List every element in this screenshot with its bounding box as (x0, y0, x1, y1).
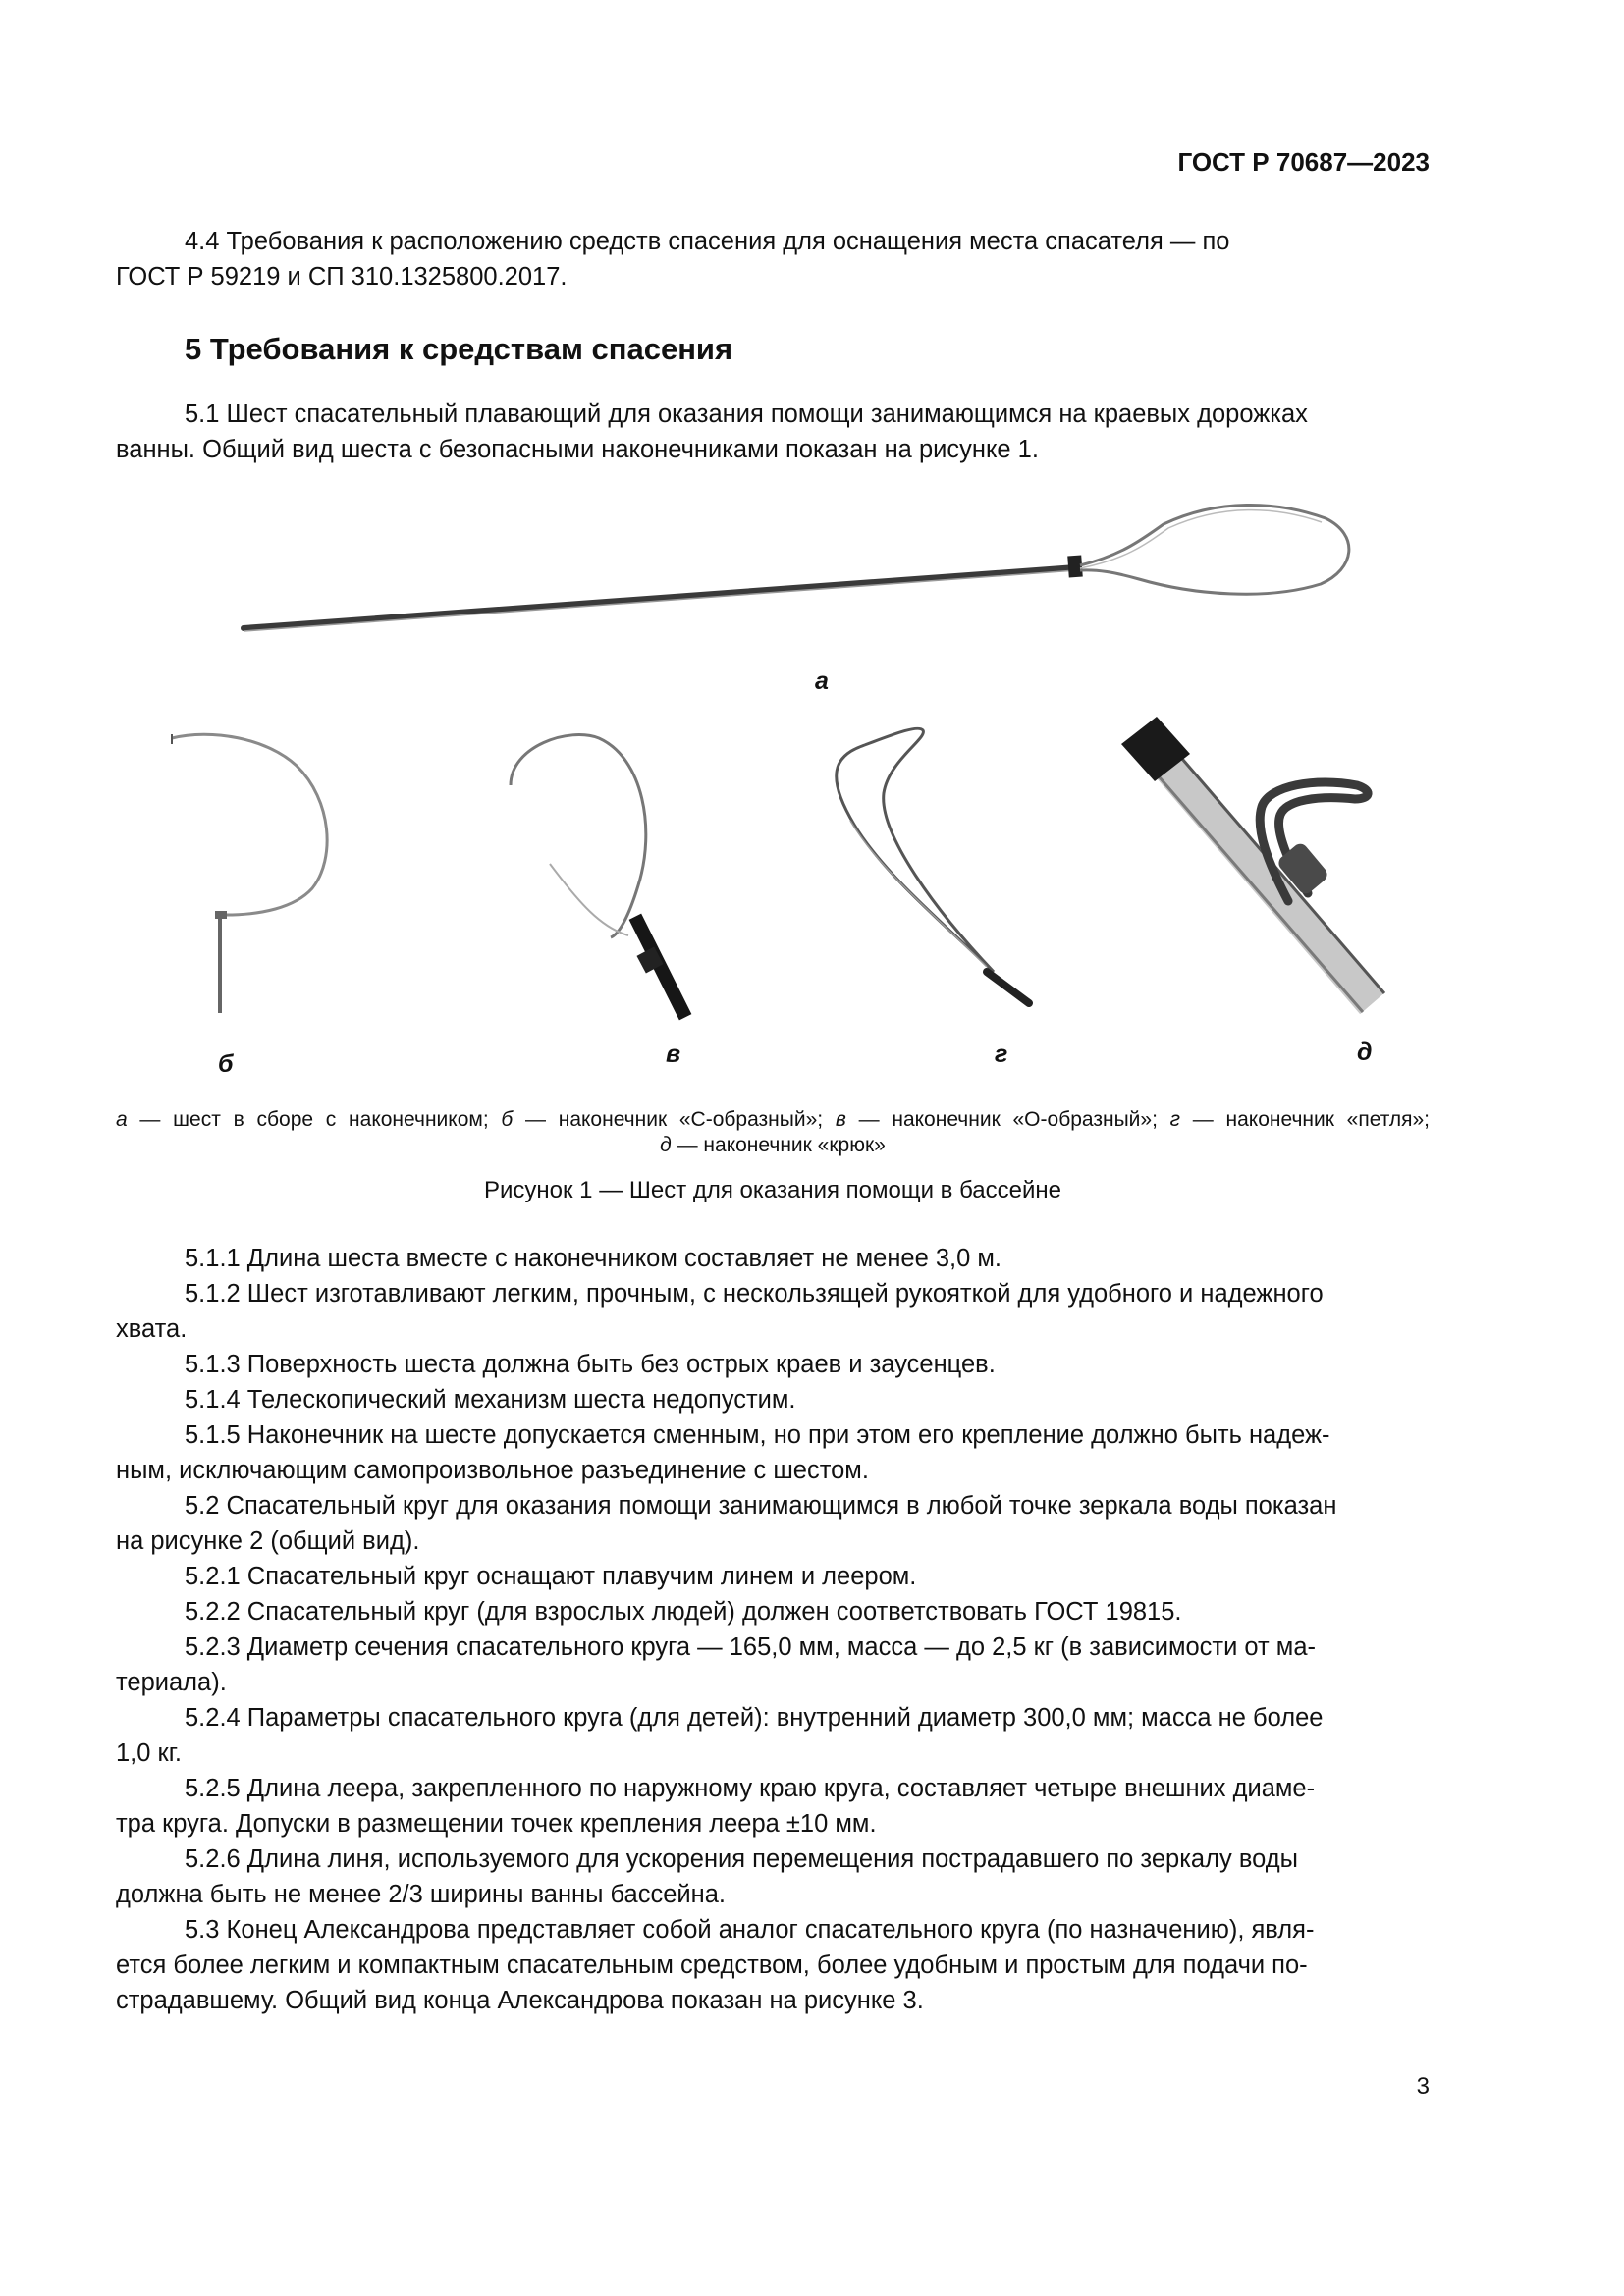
paragraph-line: 5.2.6 Длина линя, используемого для ускорения перемещения пострадавшего по зеркалу воды (185, 1845, 1298, 1873)
paragraph-line: ется более легким и компактным спасательным средством, более удобным и простым для подачи по- (116, 1951, 1308, 1979)
figure-1-caption: Рисунок 1 — Шест для оказания помощи в бассейне (484, 1177, 1061, 1203)
paragraph-line: териала). (116, 1669, 227, 1696)
paragraph-line: 1,0 кг. (116, 1739, 182, 1767)
paragraph-line: ванны. Общий вид шеста с безопасными наконечниками показан на рисунке 1. (116, 436, 1039, 463)
section-5-heading: 5 Требования к средствам спасения (185, 332, 733, 366)
document-code-header: ГОСТ Р 70687—2023 (1177, 147, 1430, 177)
paragraph-line: 5.2.1 Спасательный круг оснащают плавучим линем и леером. (185, 1563, 917, 1590)
legend-line: а — шест в сборе с наконечником; б — наконечник «С-образный»; в — наконечник «О-образный»; г — наконечник «петля»; (116, 1108, 1431, 1131)
page-number: 3 (1416, 2073, 1430, 2100)
paragraph-line: 5.2 Спасательный круг для оказания помощи занимающимся в любой точке зеркала воды показан (185, 1492, 1337, 1520)
paragraph-line: 5.1.4 Телескопический механизм шеста недопустим. (185, 1386, 796, 1414)
paragraph-line: 5.1 Шест спасательный плавающий для оказания помощи занимающимся на краевых дорожках (185, 400, 1308, 428)
paragraph-line: 5.2.4 Параметры спасательного круга (для детей): внутренний диаметр 300,0 мм; масса не более (185, 1704, 1324, 1732)
figure-label-b: б (218, 1050, 234, 1078)
pole-assembly-drawing (244, 505, 1349, 631)
numbered-items (116, 1241, 1430, 2018)
paragraph-line: 5.1.1 Длина шеста вместе с наконечником составляет не менее 3,0 м. (185, 1245, 1001, 1272)
paragraph-line: 5.2.5 Длина леера, закрепленного по наружному краю круга, составляет четыре внешних диаме- (185, 1775, 1316, 1802)
figure-label-v: в (666, 1041, 681, 1068)
figure-1-illustration (0, 0, 1624, 1080)
paragraph-line: 5.2.2 Спасательный круг (для взрослых людей) должен соответствовать ГОСТ 19815. (185, 1598, 1182, 1626)
paragraph-line: 4.4 Требования к расположению средств спасения для оснащения места спасателя — по (185, 228, 1230, 255)
paragraph-line: ным, исключающим самопроизвольное разъединение с шестом. (116, 1457, 869, 1484)
figure-label-a: а (815, 667, 829, 695)
paragraph-line: 5.1.5 Наконечник на шесте допускается сменным, но при этом его крепление должно быть надеж- (185, 1421, 1330, 1449)
paragraph-line: ГОСТ Р 59219 и СП 310.1325800.2017. (116, 263, 568, 291)
legend-line: д — наконечник «крюк» (660, 1134, 886, 1156)
paragraph-line: на рисунке 2 (общий вид). (116, 1527, 420, 1555)
paragraph-line: 5.2.3 Диаметр сечения спасательного круга — 165,0 мм, масса — до 2,5 кг (в зависимости от ма- (185, 1633, 1317, 1661)
o-shaped-tip-drawing (511, 735, 682, 1011)
hook-tip-drawing (1121, 717, 1384, 1012)
loop-tip-drawing (837, 728, 1029, 1003)
paragraph-line: страдавшему. Общий вид конца Александрова показан на рисунке 3. (116, 1987, 924, 2014)
paragraph-line: 5.1.2 Шест изготавливают легким, прочным, с нескользящей рукояткой для удобного и надежного (185, 1280, 1324, 1308)
paragraph-line: должна быть не менее 2/3 ширины ванны бассейна. (116, 1881, 727, 1908)
figure-label-d: д (1357, 1039, 1373, 1066)
paragraph-line: хвата. (116, 1315, 188, 1343)
paragraph-line: 5.3 Конец Александрова представляет собой аналог спасательного круга (по назначению), явля- (185, 1916, 1315, 1944)
figure-1-legend (116, 1107, 1430, 1158)
figure-label-g: г (995, 1041, 1008, 1068)
paragraph-line: тра круга. Допуски в размещении точек крепления леера ±10 мм. (116, 1810, 877, 1838)
c-shaped-tip-drawing (172, 734, 327, 1013)
paragraph-line: 5.1.3 Поверхность шеста должна быть без острых краев и заусенцев. (185, 1351, 996, 1378)
